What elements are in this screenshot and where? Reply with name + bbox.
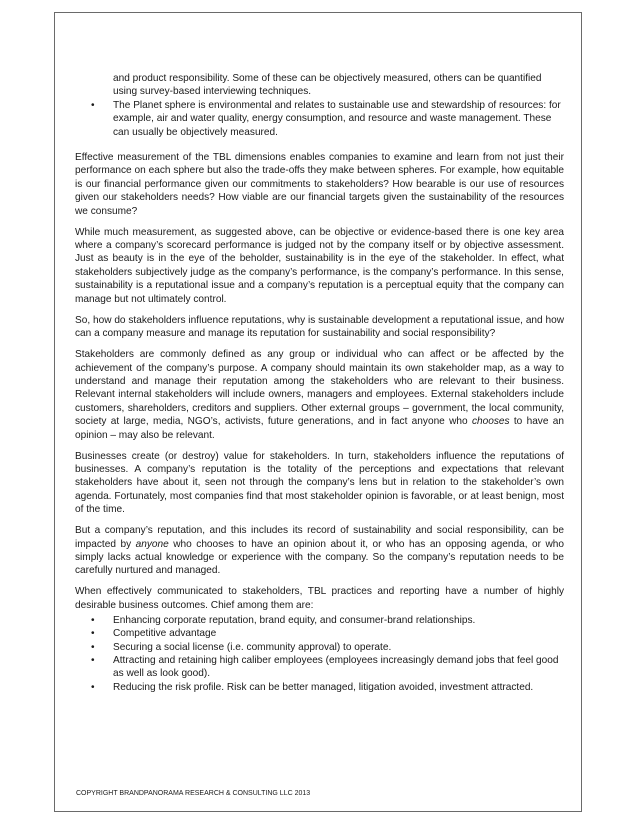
bullet-icon: • — [91, 614, 95, 626]
page-content — [75, 72, 564, 694]
planet-list — [75, 72, 564, 139]
list-item-text: Securing a social license (i.e. community approval) to operate. — [113, 641, 392, 653]
paragraph-outcomes-intro: When effectively communicated to stakeholders, TBL practices and reporting have a number of highly desirable business outcomes. Chief among them are: — [75, 586, 564, 611]
list-item-text: Reducing the risk profile. Risk can be better managed, litigation avoided, investment attracted. — [113, 681, 534, 693]
copyright-footer: COPYRIGHT BRANDPANORAMA RESEARCH & CONSULTING LLC 2013 — [76, 790, 311, 797]
list-item — [75, 99, 564, 139]
planet-bullet-list — [75, 99, 564, 139]
paragraph-scorecard: While much measurement, as suggested above, can be objective or evidence-based there is one key area where a company’s scorecard performance is judged not by the company itself or by objective assessment. Just as beauty is in the eye of the beholder, sustainability is in the eye of the stakeholder. In effect, what stakeholders subjectively judge as the company’s performance, is the company’s performance. In this sense, sustainability is a reputational issue and a company’s reputation is a perceptual equity that the company can manage but not ultimately control. — [75, 226, 564, 305]
paragraph-value: Businesses create (or destroy) value for stakeholders. In turn, stakeholders influence the reputations of businesses. A company’s reputation is the totality of the perceptions and expectations that relevant stakeholders have about it, seen not through the company’s lens but in relation to the stakeholder’s own agenda. Fortunately, most companies find that most stakeholder opinion is favorable, or at least benign, most of the time. — [75, 450, 564, 516]
list-item — [75, 681, 564, 694]
list-item — [75, 614, 564, 627]
bullet-icon: • — [91, 628, 95, 640]
bullet-icon: • — [91, 641, 95, 653]
list-item-text: The Planet sphere is environmental and relates to sustainable use and stewardship of resources: for example, air and water quality, energy consumption, and resource and waste management. These can usually be objectively measured. — [113, 99, 561, 138]
paragraph-measurement: Effective measurement of the TBL dimensions enables companies to examine and learn from not just their performance on each sphere but also the trade-offs they make between spheres. For example, how equitable is our financial performance given our commitments to stakeholders? How bearable is our use of resources given our stakeholders needs? How viable are our financial targets given the sustainability of the resources we consume? — [75, 152, 564, 217]
bullet-icon: • — [91, 655, 95, 666]
list-item — [75, 627, 564, 640]
bullet-icon: • — [91, 99, 95, 111]
outcomes-list — [75, 614, 564, 694]
paragraph-stakeholders: Stakeholders are commonly defined as any group or individual who can affect or be affected by the achievement of the company’s purpose. A company should maintain its own stakeholder map, as a way to understand and manage their reputation among the stakeholders who are relevant to their business. Relevant internal stakeholders will include owners, managers and employees. External stakeholders include customers, shareholders, creditors and suppliers. Other external groups – government, the local community, society at large, media, NGO’s, activists, future generations, and in fact anyone who chooses to have an opinion – may also be relevant. — [75, 349, 564, 441]
bullet-icon: • — [91, 681, 95, 693]
paragraph-reputation: But a company’s reputation, and this includes its record of sustainability and social responsibility, can be impacted by anyone who chooses to have an opinion about it, or who has an opposing agenda, or who simply lacks actual knowledge or experience with the company. So the company’s reputation needs to be carefully nurtured and managed. — [75, 525, 564, 577]
emphasis-chooses: chooses — [471, 416, 510, 428]
paragraph-question: So, how do stakeholders influence reputations, why is sustainable development a reputational issue, and how can a company measure and manage its reputation for sustainability and social responsibility? — [75, 314, 564, 340]
list-continuation: and product responsibility. Some of these can be objectively measured, others can be quantified using survey-based interviewing techniques. — [113, 73, 542, 98]
list-item-text: Competitive advantage — [113, 628, 217, 640]
list-item-text: Enhancing corporate reputation, brand equity, and consumer-brand relationships. — [113, 614, 476, 626]
list-item — [75, 654, 564, 681]
emphasis-anyone: anyone — [135, 538, 169, 550]
list-item — [75, 641, 564, 654]
list-item-text: Attracting and retaining high caliber employees (employees increasingly demand jobs that feel good as well as look good). — [113, 655, 559, 680]
